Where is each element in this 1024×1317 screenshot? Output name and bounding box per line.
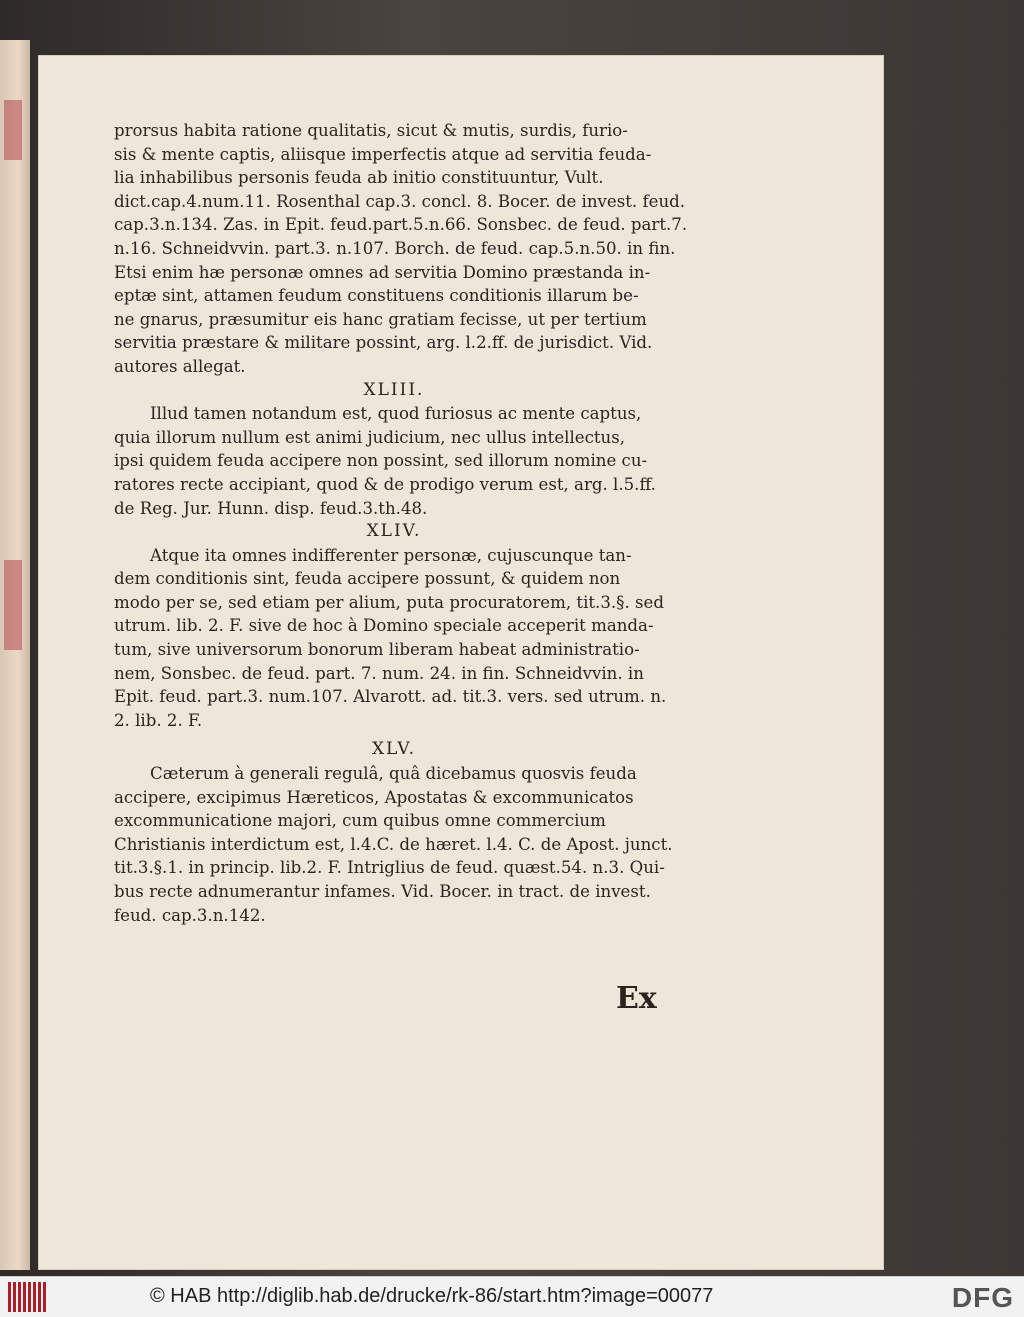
text-line: autores allegat.: [114, 356, 246, 376]
text-line: n.16. Schneidvvin. part.3. n.107. Borch. de feud. cap.5.n.50. in fin.: [114, 238, 676, 258]
text-line: quia illorum nullum est animi judicium, nec ullus intellectus,: [114, 427, 626, 447]
text-line: nem, Sonsbec. de feud. part. 7. num. 24. in fin. Schneidvvin. in: [114, 663, 644, 683]
catchword: Ex: [616, 981, 657, 1016]
text-line: ne gnarus, præsumitur eis hanc gratiam fecisse, ut per tertium: [114, 309, 647, 329]
text-line: Cæterum à generali regulâ, quâ dicebamus quosvis feuda: [150, 764, 637, 784]
text-line: bus recte adnumerantur infames. Vid. Bocer. in tract. de invest.: [114, 882, 651, 901]
page-text: [114, 119, 688, 927]
text-line: tum, sive universorum bonorum liberam habeat administratio-: [114, 640, 640, 660]
text-line: Atque ita omnes indifferenter personæ, cujuscunque tan-: [150, 545, 632, 565]
paragraph-45: [114, 762, 674, 927]
text-line: Illud tamen notandum est, quod furiosus ac mente captus,: [150, 404, 642, 424]
text-line: Etsi enim hæ personæ omnes ad servitia Domino præstanda in-: [114, 262, 651, 282]
text-line: ipsi quidem feuda accipere non possint, sed illorum nomine cu-: [114, 451, 648, 471]
text-line: dem conditionis sint, feuda accipere possunt, & quidem non: [114, 569, 621, 589]
text-line: accipere, excipimus Hæreticos, Apostatas & excommunicatos: [114, 787, 634, 807]
paragraph-44: [114, 544, 674, 733]
stamp-mark: [4, 560, 22, 650]
dfg-logo: DFG: [951, 1282, 1014, 1313]
text-line: Christianis interdictum est, l.4.C. de hæret. l.4. C. de Apost. junct.: [114, 834, 673, 854]
paragraph-43: [114, 402, 674, 520]
text-line: Epit. feud. part.3. num.107. Alvarott. ad. tit.3. vers. sed utrum. n.: [114, 687, 667, 707]
text-line: cap.3.n.134. Zas. in Epit. feud.part.5.n.66. Sonsbec. de feud. part.7.: [114, 215, 688, 235]
section-heading: XLV.: [371, 739, 417, 760]
text-line: prorsus habita ratione qualitatis, sicut & mutis, surdis, furio-: [114, 121, 628, 140]
paragraph-42: [114, 119, 688, 379]
text-line: excommunicatione majori, cum quibus omne commercium: [114, 811, 606, 831]
text-line: eptæ sint, attamen feudum constituens conditionis illarum be-: [114, 286, 639, 306]
text-line: dict.cap.4.num.11. Rosenthal cap.3. concl. 8. Bocer. de invest. feud.: [114, 191, 686, 211]
viewer-footer: [0, 1276, 1024, 1317]
text-line: utrum. lib. 2. F. sive de hoc à Domino speciale acceperit manda-: [114, 616, 654, 636]
text-line: tit.3.§.1. in princip. lib.2. F. Intriglius de feud. quæst.54. n.3. Qui-: [114, 858, 665, 878]
text-line: de Reg. Jur. Hunn. disp. feud.3.th.48.: [114, 498, 428, 518]
barcode-icon: [8, 1282, 46, 1312]
footer-link[interactable]: © HAB http://diglib.hab.de/drucke/rk-86/start.htm?image=00077: [150, 1285, 714, 1307]
text-line: servitia præstare & militare possint, arg. l.2.ff. de jurisdict. Vid.: [114, 333, 653, 353]
facing-page-edge: [0, 40, 30, 1270]
text-line: modo per se, sed etiam per alium, puta procuratorem, tit.3.§. sed: [114, 592, 664, 612]
book-page: [38, 55, 884, 1270]
section-heading: XLIII.: [363, 379, 425, 400]
stamp-mark: [4, 100, 22, 160]
text-line: feud. cap.3.n.142.: [114, 905, 266, 925]
text-line: lia inhabilibus personis feuda ab initio constituuntur, Vult.: [114, 168, 604, 188]
section-heading: XLIV.: [366, 521, 422, 542]
text-line: sis & mente captis, aliisque imperfectis atque ad servitia feuda-: [114, 144, 652, 164]
text-line: 2. lib. 2. F.: [114, 710, 203, 730]
text-line: ratores recte accipiant, quod & de prodigo verum est, arg. l.5.ff.: [114, 474, 656, 494]
